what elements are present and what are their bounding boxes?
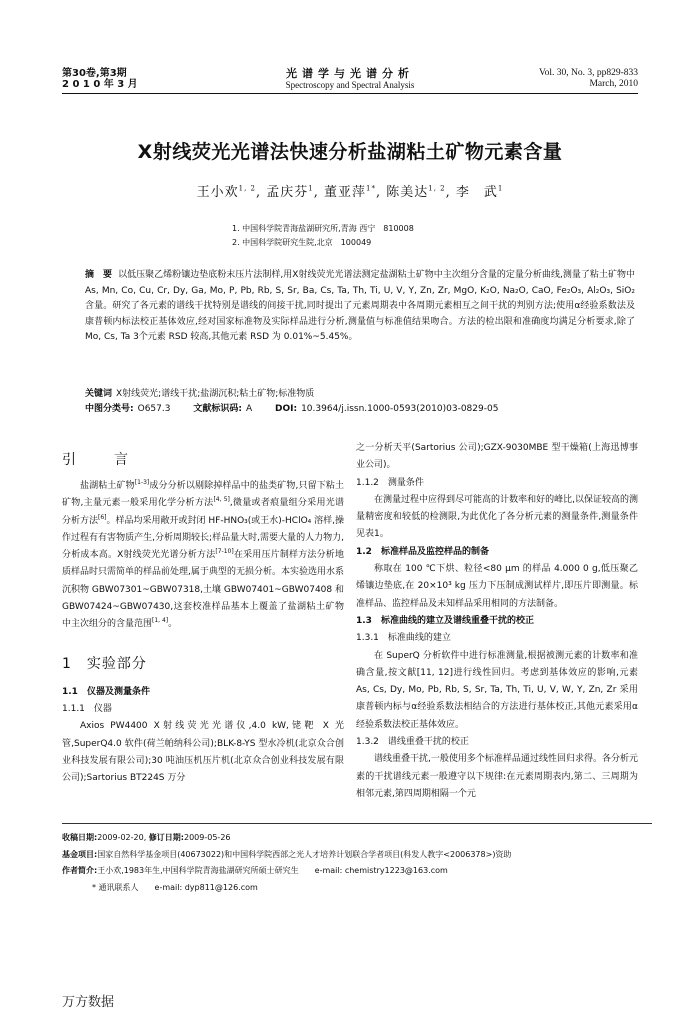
author-name: 陈美达 (386, 185, 429, 200)
clc-value: O657.3 (137, 404, 171, 414)
intro-heading: 引 言 (62, 452, 140, 468)
affiliations (232, 222, 414, 250)
citation: [7-10] (215, 548, 234, 556)
classification-line (85, 402, 635, 417)
keywords-text: X射线荧光;谱线干扰;盐湖沉积;粘土矿物;标准物质 (116, 389, 315, 399)
author-affil-mark: 1, 2 (428, 184, 446, 193)
header-date-cn: 2 0 1 0 年 3 月 (62, 79, 138, 90)
header-date-en: March, 2010 (589, 79, 638, 89)
journal-name-cn: 光谱学与光谱分析 (286, 67, 414, 80)
doi-value: 10.3964/j.issn.1000-0593(2010)03-0829-05 (301, 404, 499, 414)
author-name: 王小欢 (196, 185, 239, 200)
citation: [1-3] (134, 479, 150, 486)
footnote-funding: 基金项目:国家自然科学基金项目(40673022)和中国科学院西部之光人才培养计划联合学者项目(科发人教字<2006378>)资助 (62, 849, 512, 859)
keywords-label: 关键词 (85, 389, 113, 399)
author-affil-mark: 1 (497, 184, 504, 193)
keywords-line (85, 387, 635, 402)
header-issue (539, 68, 638, 90)
section-1-3-1-heading: 1.3.1 标准曲线的建立 (356, 633, 451, 644)
doc-code-value: A (245, 404, 253, 414)
section-1-heading: 1 实验部分 (62, 655, 147, 672)
left-column (62, 440, 344, 787)
right-column (356, 440, 638, 803)
affiliation-line: 1. 中国科学院青海盐湖研究所,青海 西宁 810008 (232, 224, 414, 233)
author-name: 董亚萍 (324, 185, 367, 200)
intro-paragraph: 盐湖粘土矿物[1-3]成分分析以剔除掉样品中的盐类矿物,只留下粘土矿物,主量元素一般采用化学分析方法[4, 5],微量或者痕量组分采用光谱分析方法[6]。样品均采用敞开或封闭 HF-HNO₃(或王水)-HClO₄ 溶样,操作过程有有害物质产生,分析周期较长;样品量大时,需要大量的人力物力,分析成本高。X射线荧光光谱分析方法[7-10]在采用压片制样方法分析地质样品时只需简单的样品前处理,属于典型的无损分析。本实验选用水系沉积物 GBW07301~GBW07318,土壤 GBW07401~GBW07408 和 GBW07424~GBW07430,这套校准样品基本上覆盖了盐湖粘土矿物中主次组分的含量范围[1, 4]。 (62, 479, 344, 630)
doi-label: DOI: (275, 404, 298, 414)
section-1-2-text: 称取在 100 ℃下烘、粒径<80 μm 的样品 4.000 0 g,低压聚乙烯镶边垫底,在 20×10³ kg 压力下压制成测试样片,即压片即测量。标准样品、监控样品及未知样品采用相同的方法制备。 (356, 564, 638, 609)
footnote-corresponding: * 通讯联系人 e-mail: dyp811@126.com (92, 882, 258, 892)
journal-name-en: Spectroscopy and Spectral Analysis (285, 80, 415, 90)
header-volume-en: Vol. 30, No. 3, pp829-833 (538, 68, 638, 78)
header-volume-cn: 第30卷,第3期 (62, 68, 127, 79)
section-1-1-1-heading: 1.1.1 仪器 (62, 703, 112, 714)
section-1-1-heading: 1.1 仪器及测量条件 (62, 686, 150, 697)
citation: [4, 5] (213, 496, 230, 504)
paper-title: X射线荧光光谱法快速分析盐湖粘土矿物元素含量 (137, 141, 563, 163)
clc-label: 中图分类号: (85, 404, 134, 414)
header-rule (62, 93, 638, 94)
citation: [6] (98, 513, 107, 521)
section-1-3-2-text: 谱线重叠干扰,一般使用多个标准样品通过线性回归求得。各分析元素的干扰谱线元素一般遵守以下规律:在元素周期表内,第二、三周期为相邻元素,第四周期相隔一个元 (356, 754, 638, 799)
doc-code-label: 文献标识码: (193, 404, 242, 414)
header-volume (62, 68, 138, 90)
continued-text: 之一分析天平(Sartorius 公司);GZX-9030MBE 型干燥箱(上海迅博事业公司)。 (356, 443, 638, 471)
section-1-3-2-heading: 1.3.2 谱线重叠干扰的校正 (356, 737, 469, 748)
author-list: 王小欢$^{1, 2}$, 孟庆芬$^1$, 董亚萍$^{1*}$, 陈美达$^{1, 2}$, 李 武$^1$ (196, 184, 504, 200)
footnote-dates: 收稿日期:2009-02-20, 修订日期:2009-05-26 (62, 833, 231, 842)
section-1-1-1-text: Axios PW4400 X射线荧光光谱仪,4.0 kW,铑靶 X 光管,SuperQ4.0 软件(荷兰帕纳科公司);BLK-8-YS 型水冷机(北京众合创业科技发展有限公司);30 吨油压机压片机(北京众合创业科技发展有限公司);Sartorius BT224S 万分 (62, 721, 344, 784)
footnote-author-bio: 作者简介:王小欢,1983年生,中国科学院青海盐湖研究所硕士研究生 e-mail: chemistry1223@163.com (62, 866, 448, 875)
footnotes (62, 830, 662, 896)
abstract-label: 摘 要 (85, 270, 113, 280)
section-1-2-heading: 1.2 标准样品及监控样品的制备 (356, 546, 489, 557)
section-1-3-1-text: 在 SuperQ 分析软件中进行标准测量,根据被测元素的计数率和准确含量,按文献[11, 12]进行线性回归。考虑到基体效应的影响,元素 As, Cs, Dy, Mo, Pb, Rb, S, Sr, Ta, Th, Ti, U, V, W, Y, Zn, Zr 采用康普顿内标与α经验系数法相结合的方法进行基体校正,其他元素采用α经验系数法校正基体效应。 (356, 650, 638, 730)
section-1-1-2-heading: 1.1.2 测量条件 (356, 477, 424, 488)
header-journal (200, 68, 500, 91)
watermark-text: 万方数据 (62, 995, 115, 1010)
abstract (85, 268, 635, 346)
section-1-1-2-text: 在测量过程中应得到尽可能高的计数率和好的峰比,以保证较高的测量精密度和较低的检测限,为此优化了各分析元素的测量条件,测量条件见表1。 (356, 494, 638, 540)
affiliation-line: 2. 中国科学院研究生院,北京 100049 (232, 238, 372, 247)
author-name: 李 武 (455, 185, 498, 200)
author-affil-mark: 1 (308, 184, 314, 193)
abstract-text: 以低压聚乙烯粉镶边垫底粉末压片法制样,用X射线荧光光谱法测定盐湖粘土矿物中主次组分含量的定量分析曲线,测量了粘土矿物中 As, Mn, Co, Cu, Cr, Dy, Ga, Mo, P, Pb, Rb, S, Sr, Ba, Cs, Ta, Th, Ti, U, V, Y, Zn, Zr, MgO, K₂O, Na₂O, CaO, Fe₂O₃, Al₂O₃, SiO₂ 含量。研究了各元素的谱线干扰特别是谱线的间接干扰,同时提出了元素周期表中各周期元素相互之间干扰的判别方法;使用α经验系数法及康普顿内标法校正基体效应,经对国家标准物及实际样品进行分析,测量值与标准值结果吻合。方法的检出限和准确度均满足分析要求,除了 Mo, Cs, Ta 3个元素 RSD 较高,其他元素 RSD 为 0.01%~5.45%。 (85, 270, 635, 342)
author-name: 孟庆芬 (266, 185, 309, 200)
citation: [1, 4] (152, 617, 169, 625)
keywords-block (85, 387, 635, 417)
section-1-3-heading: 1.3 标准曲线的建立及谱线重叠干扰的校正 (356, 615, 534, 626)
footnote-rule (62, 823, 652, 824)
author-affil-mark: 1, 2 (238, 184, 256, 193)
author-affil-mark: 1* (366, 184, 376, 193)
